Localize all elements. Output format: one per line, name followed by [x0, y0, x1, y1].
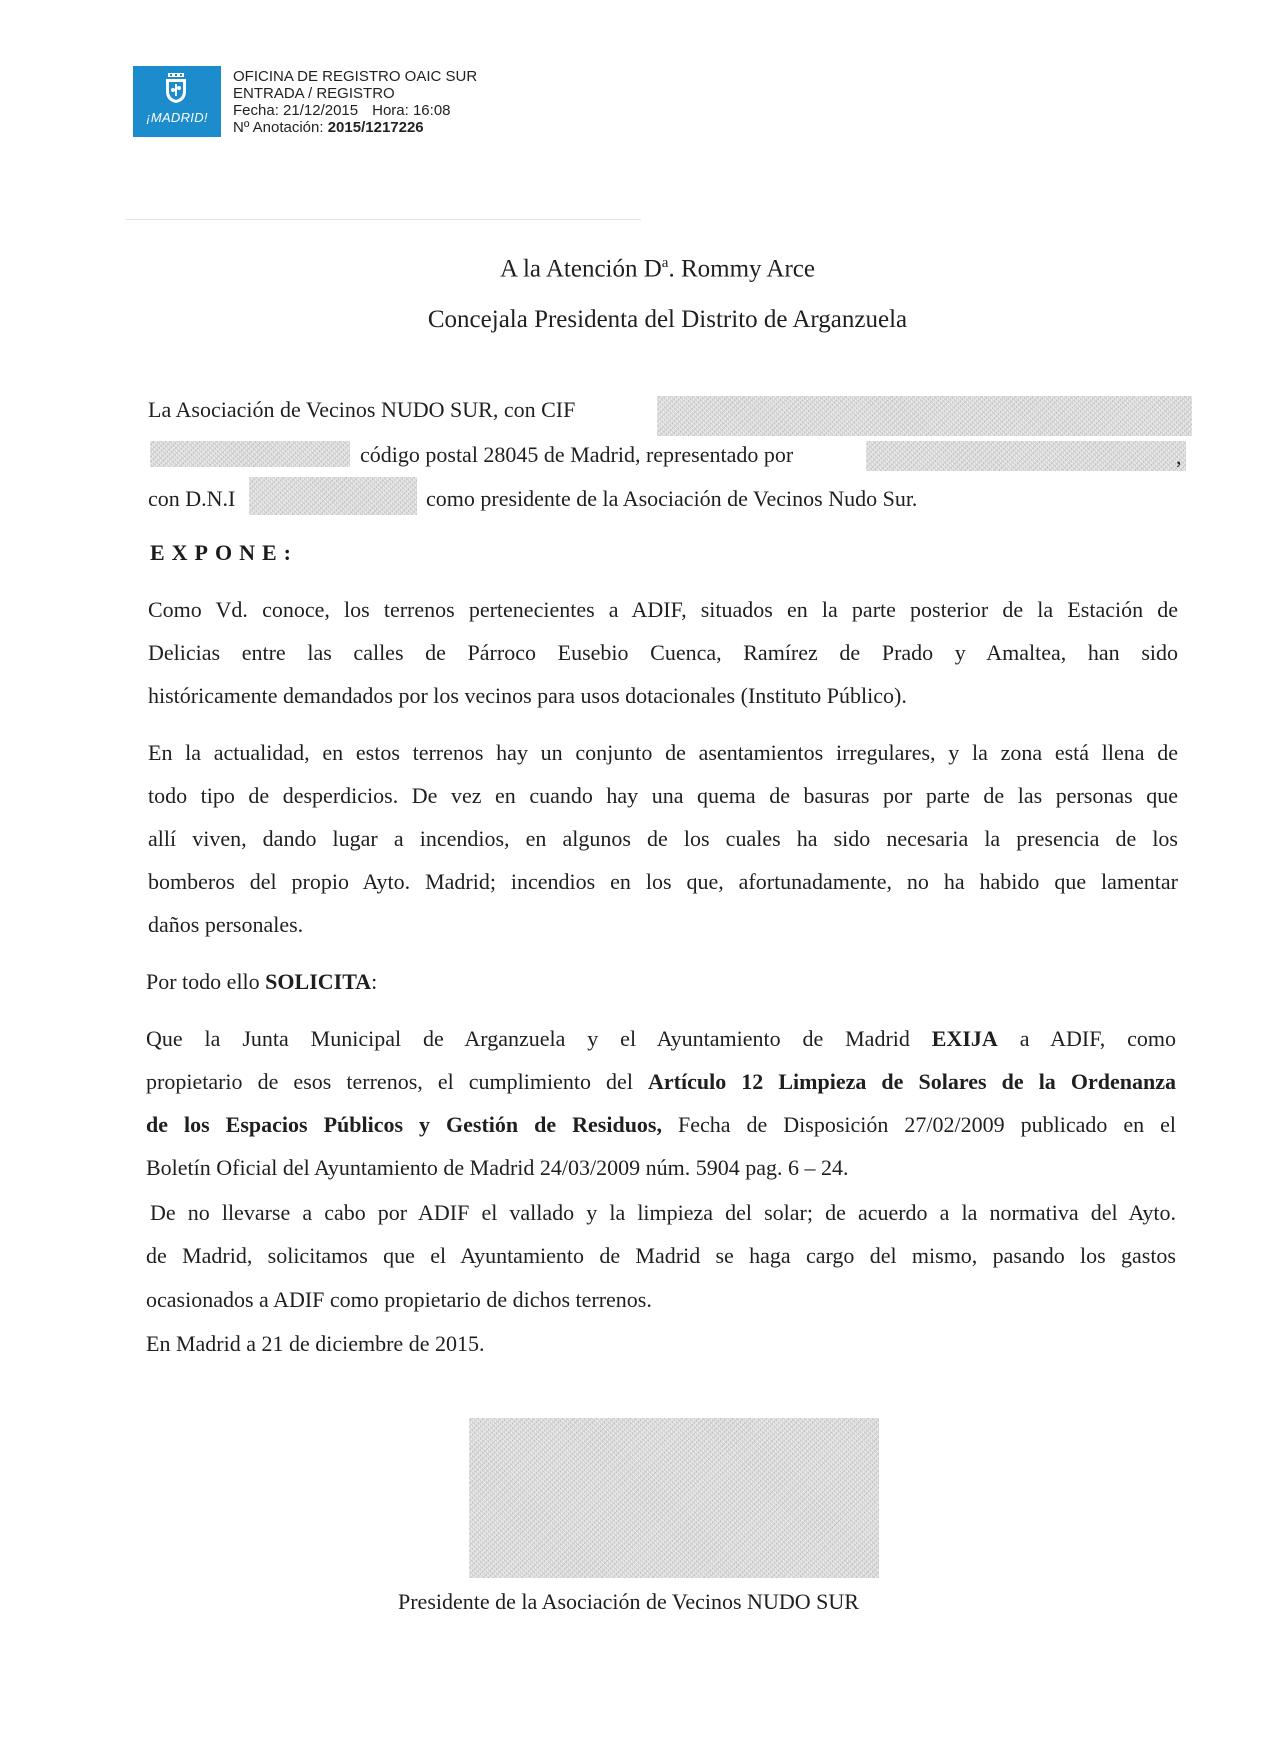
stamp-office: OFICINA DE REGISTRO OAIC SUR	[233, 68, 478, 85]
expone-p2-line-3: allí viven, dando lugar a incendios, en algunos de los cuales ha sido necesaria la presencia de los	[148, 826, 1178, 851]
stamp-time-label: Hora:	[372, 102, 409, 119]
expone-p1-line-1: Como Vd. conoce, los terrenos pertenecientes a ADIF, situados en la parte posterior de la Estación de	[148, 597, 1178, 622]
solicita-p1-line-3	[146, 1112, 1176, 1138]
redacted-signature	[469, 1418, 879, 1578]
intro-line-1: La Asociación de Vecinos NUDO SUR, con CIF	[148, 397, 576, 422]
registration-stamp	[133, 66, 653, 140]
solicita-intro-text: Por todo ello	[146, 969, 266, 994]
expone-p1-line-3: históricamente demandados por los vecinos para usos dotacionales (Instituto Público).	[148, 683, 907, 708]
redacted-address	[150, 441, 350, 467]
madrid-logo	[133, 66, 221, 137]
expone-p1-line-2: Delicias entre las calles de Párroco Eusebio Cuenca, Ramírez de Prado y Amaltea, han sido	[148, 640, 1178, 665]
stamp-details	[233, 68, 477, 136]
solicita-p1-l2-a: propietario de esos terrenos, el cumplimiento del	[146, 1069, 649, 1094]
solicita-keyword: SOLICITA	[265, 969, 372, 994]
solicita-colon: :	[371, 969, 378, 994]
intro-line-3-start: con D.N.I	[148, 486, 236, 511]
intro-line-3-end: como presidente de la Asociación de Vecinos Nudo Sur.	[426, 486, 918, 511]
solicita-p1-l1-bold: EXIJA	[931, 1026, 998, 1051]
solicita-p1-line-1	[146, 1026, 1176, 1052]
stamp-date: 21/12/2015	[283, 102, 359, 119]
solicita-p2-line-2: de Madrid, solicitamos que el Ayuntamiento de Madrid se haga cargo del mismo, pasando los gastos	[146, 1243, 1176, 1268]
recipient-sup: a	[661, 255, 669, 271]
solicita-p1-l1-b: a ADIF, como	[1019, 1026, 1177, 1051]
solicita-p2-line-1: De no llevarse a cabo por ADIF el vallado y la limpieza del solar; de acuerdo a la normativa del Ayto.	[150, 1200, 1176, 1225]
recipient-name	[20, 255, 1275, 283]
madrid-logo-text: ¡MADRID!	[146, 110, 208, 125]
expone-p2-line-4: bomberos del propio Ayto. Madrid; incendios en los que, afortunadamente, no ha habido que lamentar	[148, 869, 1178, 894]
recipient-title: Concejala Presidenta del Distrito de Arganzuela	[427, 306, 908, 333]
redacted-representative	[866, 441, 1186, 471]
redacted-cif	[657, 396, 1192, 436]
solicita-p1-l2-bold: Artículo 12 Limpieza de Solares de la Ordenanza	[648, 1069, 1176, 1094]
solicita-p1-line-4: Boletín Oficial del Ayuntamiento de Madrid 24/03/2009 núm. 5904 pag. 6 – 24.	[146, 1155, 849, 1180]
closing-date: En Madrid a 21 de diciembre de 2015.	[146, 1331, 485, 1356]
solicita-p1-line-2	[146, 1069, 1176, 1095]
stamp-annotation	[233, 119, 477, 136]
recipient-suffix: . Rommy Arce	[668, 255, 815, 283]
stamp-date-time	[233, 102, 477, 119]
intro-line-2: código postal 28045 de Madrid, representado por	[360, 442, 794, 467]
top-divider	[126, 219, 641, 220]
solicita-p1-l3-b: Fecha de Disposición 27/02/2009 publicado en el	[678, 1112, 1177, 1137]
stamp-date-label: Fecha:	[233, 102, 279, 119]
stamp-type: ENTRADA / REGISTRO	[233, 85, 395, 102]
stamp-annotation-number: 2015/1217226	[327, 119, 424, 136]
stamp-annotation-label: Nº Anotación:	[233, 119, 324, 136]
recipient-prefix: A la Atención D	[500, 255, 662, 283]
solicita-intro	[146, 969, 377, 995]
expone-p2-line-1: En la actualidad, en estos terrenos hay un conjunto de asentamientos irregulares, y la zona está llena de	[148, 740, 1178, 765]
solicita-p2-line-3: ocasionados a ADIF como propietario de dichos terrenos.	[146, 1287, 652, 1312]
signature-caption: Presidente de la Asociación de Vecinos NUDO SUR	[398, 1589, 859, 1614]
madrid-crest-icon	[164, 73, 188, 103]
stamp-time: 16:08	[412, 102, 451, 119]
intro-line-2-end: ,	[1176, 444, 1182, 469]
solicita-p1-l1-a: Que la Junta Municipal de Arganzuela y el Ayuntamiento de Madrid	[146, 1026, 932, 1051]
expone-heading: EXPONE:	[150, 540, 298, 565]
expone-p2-line-2: todo tipo de desperdicios. De vez en cuando hay una quema de basuras por parte de las personas que	[148, 783, 1178, 808]
expone-p2-line-5: daños personales.	[148, 912, 304, 937]
solicita-p1-l3-bold: de los Espacios Públicos y Gestión de Residuos,	[146, 1112, 662, 1137]
redacted-dni	[249, 477, 417, 515]
